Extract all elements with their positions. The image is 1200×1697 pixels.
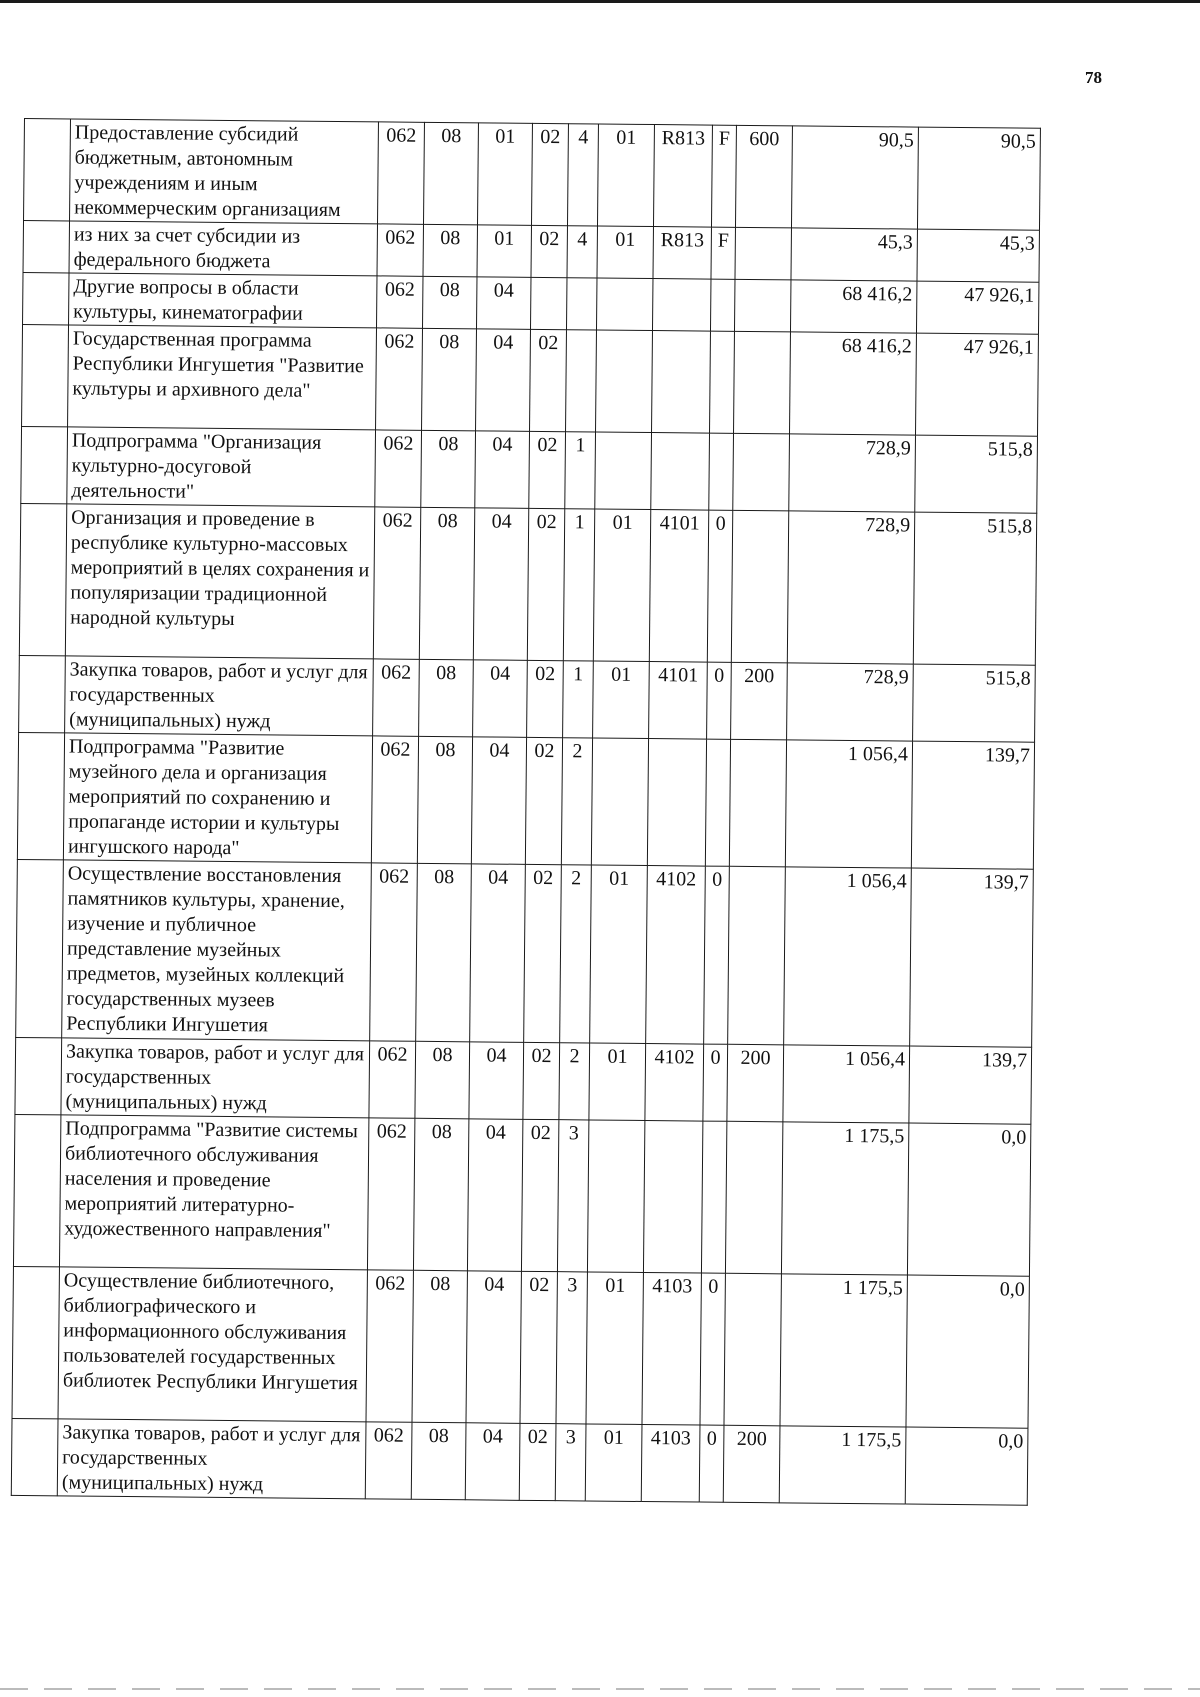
table-row [16,859,1034,1047]
code-subsection: 04 [470,864,526,1043]
code-subsection: 04 [467,1119,522,1272]
table-row [24,119,1041,231]
code-program: 02 [530,329,567,431]
code-subsection: 01 [477,123,532,226]
budget-table [11,118,1041,1506]
page-number: 78 [1085,68,1102,87]
code-subsection: 04 [465,1423,520,1501]
code-main-event: 01 [597,226,653,279]
code-subprogram: 3 [556,1272,587,1424]
code-section: 08 [411,1422,466,1500]
amount-1: 90,5 [791,126,918,229]
code-direction: R813 [653,125,712,228]
index-cell [13,1114,60,1266]
code-main-event: 01 [590,865,648,1044]
code-expense-type [731,510,788,663]
amount-2: 515,8 [913,512,1036,665]
code-subsection: 04 [473,660,528,738]
scan-top-edge [0,0,1200,3]
amount-2: 0,0 [907,1123,1030,1276]
item-name: Государственная программа Республики Ингушетия "Развитие культуры и архивного дела" [68,325,377,430]
code-main-event: 01 [585,1424,642,1502]
code-subprogram: 3 [557,1120,588,1272]
code-section: 08 [422,328,477,431]
item-name: Предоставление субсидий бюджетным, автономным учреждениям и иным некоммерческим организациям [70,119,379,224]
code-direction: 4101 [649,662,708,740]
code-direction [647,739,706,867]
code-subsection: 01 [477,225,531,278]
code-direction: 4103 [641,1424,700,1502]
code-section: 08 [416,863,472,1042]
index-cell [17,732,64,859]
code-admin: 062 [367,1118,414,1270]
table-row [12,1266,1029,1428]
code-expense-type [733,433,790,511]
code-program: 02 [531,123,568,225]
code-expense-type [724,1273,781,1426]
code-program: 02 [525,737,562,864]
code-direction-suffix [710,331,735,433]
index-cell [16,859,64,1037]
amount-2: 47 926,1 [915,333,1038,436]
code-subprogram: 2 [561,738,592,865]
index-cell [19,655,66,732]
code-main-event [596,278,652,331]
index-cell [24,119,71,221]
code-direction-suffix: 0 [704,866,730,1044]
amount-1: 1 056,4 [784,867,912,1046]
code-direction-suffix: F [711,125,736,227]
item-name: из них за счет субсидии из федерального бюджета [69,221,377,276]
index-cell [12,1266,59,1418]
code-program: 02 [523,1042,560,1119]
code-section: 08 [415,1041,470,1119]
code-program: 02 [531,225,567,277]
code-main-event: 01 [597,124,654,227]
code-subprogram: 1 [563,509,594,661]
item-name: Закупка товаров, работ и услуг для государственных (муниципальных) нужд [57,1419,366,1499]
code-expense-type [735,227,791,280]
table-row [17,732,1034,869]
item-name: Осуществление восстановления памятников культуры, хранение, изучение и публичное представление музейных предметов, музейных коллекций государственных музеев Республики Ингушетия [62,860,372,1041]
code-direction [652,331,711,434]
code-main-event: 01 [586,1272,643,1425]
code-direction: 4103 [642,1272,701,1425]
amount-2: 45,3 [917,229,1039,282]
scan-bottom-edge [0,1688,1200,1690]
code-admin: 062 [366,1270,413,1422]
item-name: Осуществление библиотечного, библиографического и информационного обслуживания пользователей государственных библиотек Республики Ингушетия [58,1267,367,1422]
code-direction [643,1121,702,1274]
code-direction: 4102 [646,866,706,1045]
amount-1: 1 175,5 [779,1426,906,1504]
code-subprogram: 4 [567,226,597,278]
code-section: 08 [421,430,476,508]
table-row [23,221,1039,283]
amount-1: 1 175,5 [781,1122,908,1275]
table-row [13,1114,1030,1276]
item-name: Подпрограмма "Организация культурно-досуговой деятельности" [67,427,376,507]
code-subprogram [566,330,597,432]
code-direction: 4101 [649,510,708,663]
code-main-event [591,738,648,866]
code-expense-type: 200 [731,662,788,740]
code-admin: 062 [373,507,420,659]
code-direction-suffix: 0 [700,1273,725,1425]
item-name: Закупка товаров, работ и услуг для государственных (муниципальных) нужд [61,1038,370,1118]
code-admin: 062 [365,1422,412,1499]
code-subprogram: 2 [559,1043,590,1120]
code-subsection: 04 [476,277,530,330]
amount-2: 0,0 [905,1427,1028,1505]
code-subsection: 04 [469,1042,524,1120]
amount-2: 139,7 [911,741,1034,869]
code-section: 08 [422,276,476,329]
amount-1: 1 056,4 [783,1045,910,1123]
amount-1: 728,9 [787,511,914,664]
table-row [19,503,1036,665]
amount-2: 139,7 [909,1046,1032,1124]
code-direction [651,433,710,511]
index-cell [11,1418,58,1495]
index-cell [21,426,68,503]
code-admin: 062 [377,276,423,328]
code-direction-suffix: 0 [707,510,732,662]
code-direction [652,279,710,332]
code-admin: 062 [369,1041,416,1118]
code-admin: 062 [371,736,418,863]
code-admin: 062 [377,224,423,276]
item-name: Подпрограмма "Развитие системы библиотечного обслуживания населения и проведение мероприятий литературно-художественного направления" [59,1115,368,1270]
code-section: 08 [417,736,472,864]
code-admin: 062 [376,328,423,430]
code-direction-suffix: F [711,227,735,279]
code-direction-suffix [710,279,734,331]
code-direction-suffix [709,433,734,510]
amount-1: 1 056,4 [785,740,912,868]
table-row [15,1037,1032,1124]
code-direction-suffix: 0 [703,1044,728,1121]
code-admin: 062 [373,659,420,736]
code-subprogram: 1 [565,432,596,509]
code-main-event [596,330,653,433]
amount-1: 68 416,2 [790,332,917,435]
code-program: 02 [519,1423,556,1500]
code-direction: 4102 [645,1044,704,1122]
index-cell [19,503,66,655]
amount-2: 0,0 [906,1275,1029,1428]
code-expense-type [729,739,786,867]
item-name: Организация и проведение в республике культурно-массовых мероприятий в целях сохранения и популяризации традиционной народной культуры [65,504,374,659]
code-expense-type: 600 [735,125,792,228]
index-cell [23,272,69,324]
code-main-event: 01 [593,661,650,739]
code-admin: 062 [370,863,418,1041]
code-direction-suffix [705,739,730,866]
item-name: Закупка товаров, работ и услуг для государственных (муниципальных) нужд [65,656,374,736]
amount-1: 1 175,5 [780,1274,907,1427]
code-subprogram: 4 [567,124,598,226]
code-section: 08 [412,1270,467,1423]
table-row [21,426,1038,513]
amount-1: 728,9 [789,434,916,512]
code-section: 08 [423,122,478,225]
item-name: Подпрограмма "Развитие музейного дела и организация мероприятий по сохранению и пропаганде истории и культуры ингушского народа" [63,733,372,863]
amount-2: 515,8 [913,664,1036,742]
code-main-event: 01 [593,509,650,662]
code-program: 02 [527,508,564,660]
amount-1: 68 416,2 [790,280,916,333]
code-expense-type [725,1121,782,1274]
code-program: 02 [529,431,566,508]
amount-1: 728,9 [787,663,914,741]
code-main-event [595,432,652,510]
code-subprogram [566,278,596,330]
code-subprogram: 2 [560,865,592,1043]
table-row [19,655,1036,742]
index-cell [23,221,69,273]
code-section: 08 [423,224,477,277]
table-row [22,324,1039,436]
code-subsection: 04 [471,737,526,865]
code-expense-type [728,866,786,1045]
table-row [11,1418,1028,1505]
index-cell [15,1037,62,1114]
amount-2: 90,5 [917,127,1040,230]
amount-2: 139,7 [910,868,1034,1047]
code-direction-suffix [701,1121,726,1273]
code-program: 02 [527,660,564,737]
code-main-event [587,1120,644,1273]
code-section: 08 [419,659,474,737]
code-expense-type: 200 [723,1425,780,1503]
amount-2: 47 926,1 [916,281,1038,334]
item-name: Другие вопросы в области культуры, кинематографии [69,273,377,328]
code-expense-type: 200 [727,1044,784,1122]
table-row [23,272,1039,334]
code-admin: 062 [375,430,422,507]
code-section: 08 [419,507,474,660]
code-subsection: 04 [466,1271,521,1424]
code-program: 02 [521,1119,558,1271]
code-expense-type [734,331,791,434]
amount-2: 515,8 [915,435,1038,513]
code-program [530,277,566,329]
index-cell [22,324,69,426]
code-program: 02 [524,864,562,1042]
code-subsection: 04 [476,329,531,432]
code-subprogram: 3 [555,1424,586,1501]
budget-table-body [11,119,1040,1506]
code-admin: 062 [377,122,424,224]
code-expense-type [734,279,790,332]
code-subsection: 04 [475,431,530,509]
code-direction: R813 [653,227,711,280]
code-section: 08 [413,1118,468,1271]
code-subprogram: 1 [563,661,594,738]
code-program: 02 [520,1271,557,1423]
code-main-event: 01 [589,1043,646,1121]
amount-1: 45,3 [791,228,917,281]
code-direction-suffix: 0 [699,1425,724,1502]
code-direction-suffix: 0 [707,662,732,739]
code-subsection: 04 [473,508,528,661]
